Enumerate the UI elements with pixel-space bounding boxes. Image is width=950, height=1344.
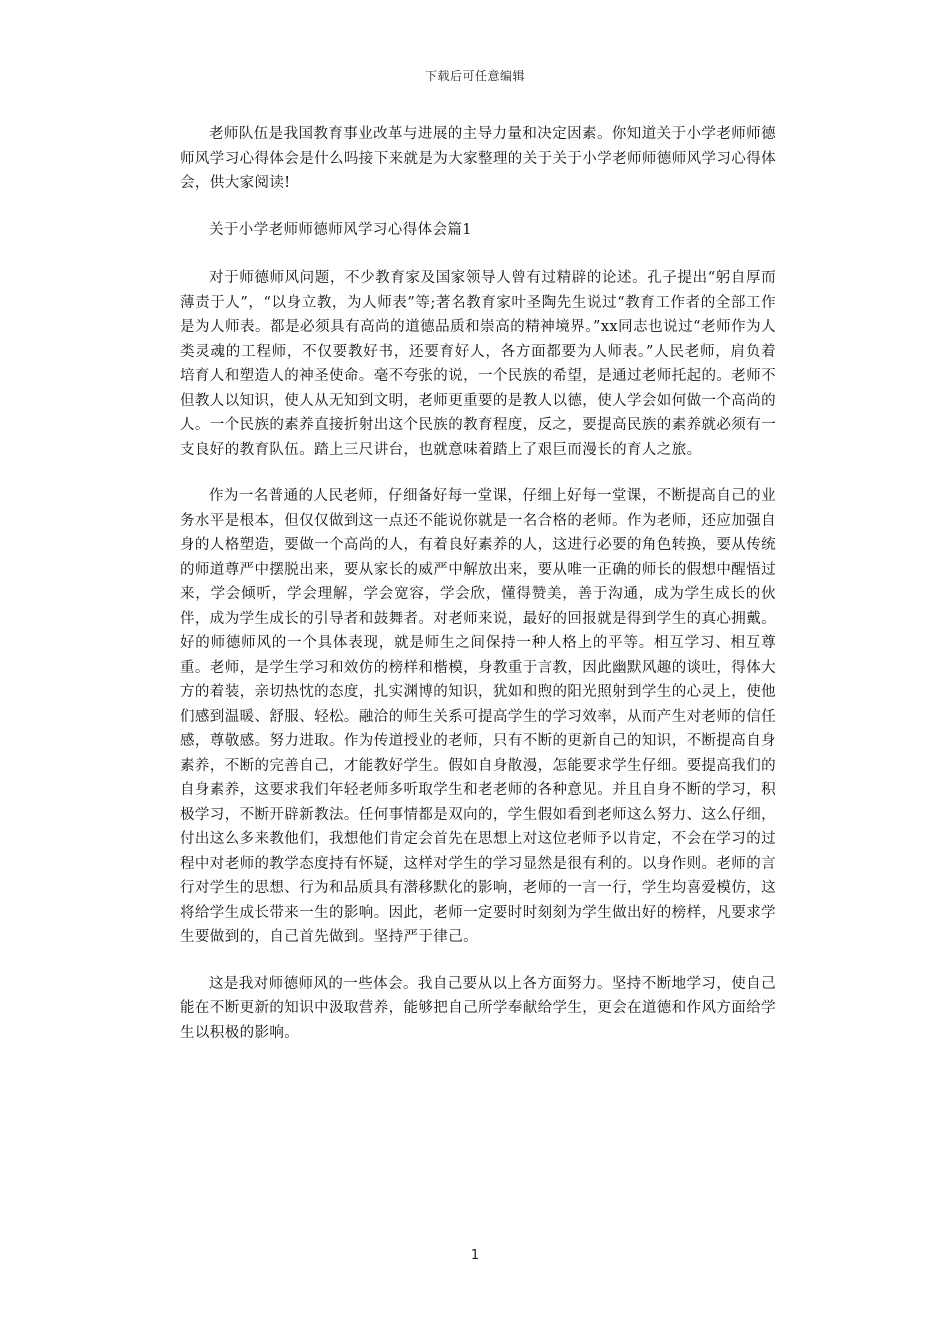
page-header: 下载后可任意编辑 [424, 69, 525, 83]
section-heading: 关于小学老师师德师风学习心得体会篇1 [209, 221, 472, 238]
document-body [180, 122, 776, 1067]
body-paragraph-3: 这是我对师德师风的一些体会。我自己要从以上各方面努力。坚持不断地学习，使自己能在不断更新的知识中汲取营养，能够把自己所学奉献给学生，更会在道德和作风方面给学生以积极的影响。 [180, 975, 776, 1041]
intro-paragraph: 老师队伍是我国教育事业改革与进展的主导力量和决定因素。你知道关于小学老师师德师风学习心得体会是什么吗接下来就是为大家整理的关于关于小学老师师德师风学习心得体会，供大家阅读! [180, 126, 776, 191]
page-number: 1 [470, 1248, 480, 1263]
body-paragraph-2: 作为一名普通的人民老师，仔细备好每一堂课，仔细上好每一堂课，不断提高自己的业务水平是根本，但仅仅做到这一点还不能说你就是一名合格的老师。作为老师，还应加强自身的人格塑造，要做一个高尚的人，有着良好素养的人，这进行必要的角色转换，要从传统的师道尊严中摆脱出来，要从家长的威严中解放出来，要从唯一正确的师长的假想中醒悟过来，学会倾听，学会理解，学会宽容，学会欣，懂得赞美，善于沟通，成为学生成长的伙伴，成为学生成长的引导者和鼓舞者。对老师来说，最好的回报就是得到学生的真心拥戴。好的师德师风的一个具体表现，就是师生之间保持一种人格上的平等。相互学习、相互尊重。老师，是学生学习和效仿的榜样和楷模，身教重于言教，因此幽默风趣的谈吐，得体大方的着装，亲切热忱的态度，扎实渊博的知识，犹如和煦的阳光照射到学生的心灵上，使他们感到温暖、舒服、轻松。融洽的师生关系可提高学生的学习效率，从而产生对老师的信任感，尊敬感。努力进取。作为传道授业的老师，只有不断的更新自己的知识，不断提高自身素养，不断的完善自己，才能教好学生。假如自身散漫，怎能要求学生仔细。要提高我们的自身素养，这要求我们年轻老师多听取学生和老老师的各种意见。并且自身不断的学习，积极学习，不断开辟新教法。任何事情都是双向的，学生假如看到老师这么努力、这么仔细，付出这么多来教他们，我想他们肯定会首先在思想上对这位老师予以肯定，不会在学习的过程中对老师的教学态度持有怀疑，这样对学生的学习显然是很有利的。以身作则。老师的言行对学生的思想、行为和品质具有潜移默化的影响，老师的一言一行，学生均喜爱模仿，这将给学生成长带来一生的影响。因此，老师一定要时时刻刻为学生做出好的榜样，凡要求学生要做到的，自己首先做到。坚持严于律己。 [180, 488, 776, 945]
body-paragraph-1: 对于师德师风问题，不少教育家及国家领导人曾有过精辟的论述。孔子提出“躬自厚而薄责于人”，“以身立教，为人师表”等;著名教育家叶圣陶先生说过“教育工作者的全部工作是为人师表。都是必须具有高尚的道德品质和崇高的精神境界。”xx同志也说过“老师作为人类灵魂的工程师，不仅要教好书，还要育好人，各方面都要为人师表。”人民老师，肩负着培育人和塑造人的神圣使命。毫不夸张的说，一个民族的希望，是通过老师托起的。老师不但教人以知识，使人从无知到文明，老师更重要的是教人以德，使人学会如何做一个高尚的人。一个民族的素养直接折射出这个民族的教育程度，反之，要提高民族的素养就必须有一支良好的教育队伍。踏上三尺讲台，也就意味着踏上了艰巨而漫长的育人之旅。 [180, 270, 776, 458]
